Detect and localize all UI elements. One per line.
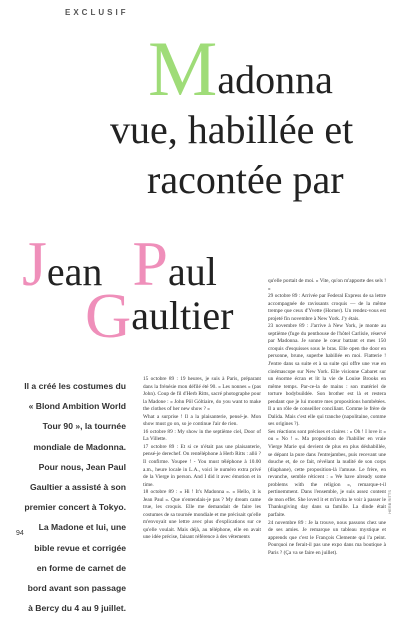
article-column-1: [143, 376, 261, 542]
title-initial-j: J: [22, 228, 47, 299]
title-gaultier: [85, 280, 234, 351]
intro-paragraph: Il a créé les costumes du « Blond Ambition World Tour 90 », la tournée mondiale de Madonna. Pour nous, Jean Paul Gaultier a assisté à son premier concert à Tokyo. La Madone et lui, une bible revue et corrigée en forme de carnet de bord avant son passage à Bercy du 4 au 9 juillet.: [24, 381, 126, 614]
column-paragraph: 16 octobre 89 : My show in the septième ciel, Door of La Villette.: [143, 428, 261, 443]
column-paragraph: 15 octobre 89 : 19 heures, je suis à Paris, préparant dans la frénésie mon défilé été 90. « Les nonnes » (pas John). Coup de fil d'Herb Ritts, sacré photographe pour la Madone : « John Pôl Góltiaire, do you want to make the clothes of her new show ? »: [143, 376, 261, 413]
title-madonna-rest: adonna: [217, 57, 333, 102]
column-paragraph: 24 novembre 89 : Je la trouve, nous passons chez une de ses amies. Je remarque un tableau mystique et apprends que c'est le François Clemente qui l'a peint. Pourquoi ne ferait-il pas une expo dans ma boutique à Paris ? (Ça va se faire en juillet).: [268, 519, 386, 556]
title-paul-rest: aul: [168, 249, 217, 294]
section-label: EXCLUSIF: [65, 8, 129, 17]
article-column-2: [268, 278, 386, 557]
title-line-3: racontée par: [147, 157, 344, 202]
title-madonna: [148, 25, 333, 112]
title-initial-g: G: [85, 280, 132, 351]
column-paragraph: What a surprise ! Il a la plaisanterie, pensé-je. Mon show must go on, so je continue l'air de rien.: [143, 413, 261, 428]
column-paragraph: qu'elle portait de moi. « Vite, qu'on m'apporte des sels ! »: [268, 278, 386, 292]
page-number: 94: [16, 530, 24, 537]
title-jean-rest: ean: [46, 249, 103, 294]
photo-credit: HERB RITTS: [387, 490, 392, 514]
title-initial-p: P: [132, 228, 169, 299]
title-line-2: vue, habillée et: [110, 107, 354, 152]
title-gaultier-rest: aultier: [131, 293, 234, 338]
column-paragraph: 17 octobre 89 : Et si ce n'était pas une plaisanterie, pensé-je derechef. On rentéléphone à Herb Ritts : allô ? Il confirme. Youpee ! - You must téléphone à 10.00 a.m., heure locale in L.A., voici le numéro extra privé de la Vierge in person. And I did it avec émotion et in time.: [143, 443, 261, 488]
title-initial-m: M: [148, 25, 218, 112]
column-paragraph: 18 octobre 89 : « Hi ! It's Madonna ». « Hello, it is Jean Paul ». Que n'entendais-je pas ? My dream came true, les croquis. Elle me demandait de faire les costumes de sa tournée mondiale et me précisait qu'elle m'envoyait une lettre avec plus d'explications sur ce qu'elle voulait. Mais déjà, au téléphone, elle en avait une idée précise, faisant référence à des vêtements: [143, 489, 261, 541]
column-paragraph: 23 novembre 89 : J'arrive à New York, je monte au septième (fuge du penthouse de l'hôtel Carlisle, réservé par Madonna. Je sonne le cœur battant et mes 150 croquis d'esquisses sous le bras. Elle open the door en personne, brune, superbe habillée en moi. Flatterie ! J'entre dans sa suite et à sa suite qui offre une vue en cinémascope sur New York. Elle visionne Cabaret sur un énorme écran et lit la vie de Louise Brooks en même temps. Par-ce-la de mains : son matériel de torture bodybuildée. Son brother est là et restera pendant que je lui montre mes propositions hombétées. Il a un rôle de conseiller conciliant. Comme le frère de Dalida. Mais c'est elle qui tranche (napolitaine, comme ses origines ?).: [268, 323, 386, 428]
column-paragraph: Ses réactions sont précises et claires : « Oh ! I love it » ou « No ! ». Ma proposition de l'habiller en vraie Vierge Marie qui devient de plus en plus déshabillée, se dépant la pure dans l'entrejambes, puis recevant une douche et, de ce fait, révélant la nudité de son corps (diaphane), cette proposition-là l'amuse. Le frère, en revanche, semble réticent : « We have already some problems with the religion », remarque-t-il pertinemment. Dans l'ensemble, je suis assez content de mon effet. She loved it et m'invita le voir à passer le Thanksgiving day dans sa famille. La dinde était parfaite.: [268, 428, 386, 518]
column-paragraph: 29 octobre 89 : Arrivée par Federal Express de sa lettre accompagnée de ravissants croquis — de la même trempe que ceux d'Yvette (Horner). Un rendez-vous est projeté fin novembre à New York. J'y étais.: [268, 293, 386, 322]
